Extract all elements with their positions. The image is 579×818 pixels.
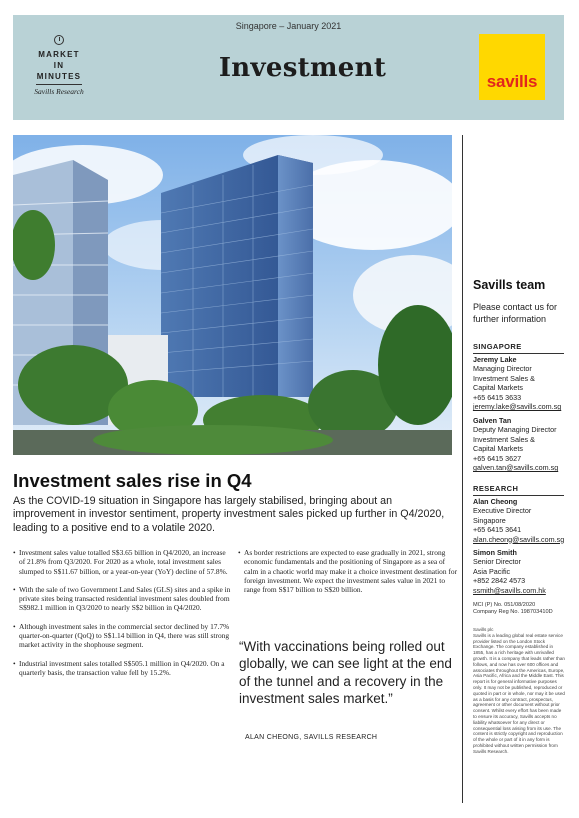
contact-phone: +852 2842 4573	[473, 576, 526, 586]
savills-logo-text: savills	[486, 72, 538, 91]
savills-logo	[479, 34, 545, 100]
contact-phone: +65 6415 3627	[473, 453, 522, 463]
contact-card	[473, 548, 565, 595]
contact-dept: Singapore	[473, 515, 506, 525]
list-item: • With the sale of two Government Land Sales (GLS) sites and a spike in private sites being transacted residential investment sales doubled from S$982.1 million in Q3/2020 to nearly S$2 billion in Q4/2020.	[13, 585, 231, 613]
report-date: Singapore – January 2021	[235, 21, 342, 31]
list-item: • As border restrictions are expected to ease gradually in 2021, strong economic fundamentals and the positioning of Singapore as a sea of calm in a chaotic world may make it a choice investment destination for foreign investment. We expect the investment sales value in 2021 to range from S$17 billion to S$20 billion.	[238, 548, 460, 594]
legal-disclaimer: Savills plc Savills is a leading global real estate service provider listed on the London Stock Exchange. The company established in 1855, has a rich heritage with unrivalled growth. It is a company that leads rather than follows, and now has over 600 offices and associates throughout the Americas, Europe, Asia Pacific, Africa and the Middle East. This report is for general informative purposes only. It may not be published, reproduced or quoted in part or in whole, nor may it be used as a basis for any contract, prospectus, agreement or other document without prior consent. Whilst every effort has been made to ensure its accuracy, Savills accepts no liability whatsoever for any direct or consequential loss arising from its use. The content is strictly copyright and reproduction of the whole or part of it in any form is prohibited without written permission from Savills Research.	[473, 627, 565, 754]
registration-info	[473, 602, 565, 616]
series-line-1: MARKET	[38, 50, 80, 59]
office-tower-image	[13, 135, 452, 455]
region-heading-research: RESEARCH	[473, 484, 564, 496]
list-item: • Although investment sales in the commercial sector declined by 17.7% quarter-on-quarter (QoQ) to S$1.14 billion in Q4, there was still strong market activity in the shophouse segment.	[13, 622, 231, 650]
contact-dept: Investment Sales &	[473, 373, 535, 383]
contact-role: Senior Director	[473, 557, 521, 567]
region-heading-singapore: SINGAPORE	[473, 342, 564, 354]
contact-dept: Capital Markets	[473, 444, 523, 454]
series-line-2: IN	[53, 61, 65, 70]
series-subtitle: Savills Research	[34, 87, 84, 96]
sidebar-divider	[462, 135, 463, 803]
list-item: • Industrial investment sales totalled S$505.1 million in Q4/2020. On a quarterly basis, the transaction value fell by 15.2%.	[13, 659, 231, 678]
contact-name: Simon Smith	[473, 548, 517, 557]
office-tower-photo	[13, 135, 452, 455]
article-column-2	[238, 548, 460, 603]
contact-email-link[interactable]: galven.tan@savills.com.sg	[473, 463, 559, 473]
mci-number: MCI (P) No. 051/08/2020	[473, 602, 536, 608]
contact-role: Executive Director	[473, 506, 532, 516]
series-divider	[36, 84, 82, 85]
report-header	[13, 15, 564, 120]
article-column-1	[13, 548, 231, 686]
savills-team-title: Savills team	[473, 278, 546, 292]
contact-card	[473, 497, 565, 544]
pull-quote-attribution: ALAN CHEONG, SAVILLS RESEARCH	[245, 734, 378, 741]
article-lead: As the COVID-19 situation in Singapore has largely stabilised, bringing about an improvement in investor sentiment, property investment sales picked up further in Q4/2020, leading to a positive end to a volatile 2020.	[13, 495, 445, 534]
list-item: • Investment sales value totalled S$3.65 billion in Q4/2020, an increase of 21.8% from Q3/2020. For 2020 as a whole, total investment sales slumped to S$11.67 billion, or a year-on-year (YoY) decline of 57.8%.	[13, 548, 231, 576]
contact-card	[473, 355, 565, 411]
article-headline: Investment sales rise in Q4	[13, 470, 252, 491]
pull-quote: “With vaccinations being rolled out globally, we can see light at the end of the tunnel and a recovery in the investment sales market.”	[239, 639, 452, 706]
contact-name: Alan Cheong	[473, 497, 518, 506]
contact-role: Deputy Managing Director	[473, 425, 557, 435]
contact-card	[473, 416, 565, 472]
savills-team-intro: Please contact us for further information	[473, 302, 558, 324]
report-title: Investment	[218, 53, 387, 83]
contact-role: Managing Director	[473, 364, 532, 374]
contact-name: Jeremy Lake	[473, 355, 517, 364]
contact-dept: Asia Pacific	[473, 566, 511, 576]
contact-phone: +65 6415 3641	[473, 525, 522, 535]
contact-dept: Investment Sales &	[473, 434, 535, 444]
contact-name: Galven Tan	[473, 416, 512, 425]
contact-dept: Capital Markets	[473, 383, 523, 393]
series-line-3: MINUTES	[36, 72, 82, 81]
contact-email-link[interactable]: jeremy.lake@savills.com.sg	[473, 402, 562, 412]
contact-phone: +65 6415 3633	[473, 392, 522, 402]
company-reg-number: Company Reg No. 198703410D	[473, 609, 553, 615]
clock-icon	[54, 35, 64, 45]
contact-email-link[interactable]: ssmith@savills.com.hk	[473, 585, 546, 595]
contact-email-link[interactable]: alan.cheong@savills.com.sg	[473, 534, 565, 544]
